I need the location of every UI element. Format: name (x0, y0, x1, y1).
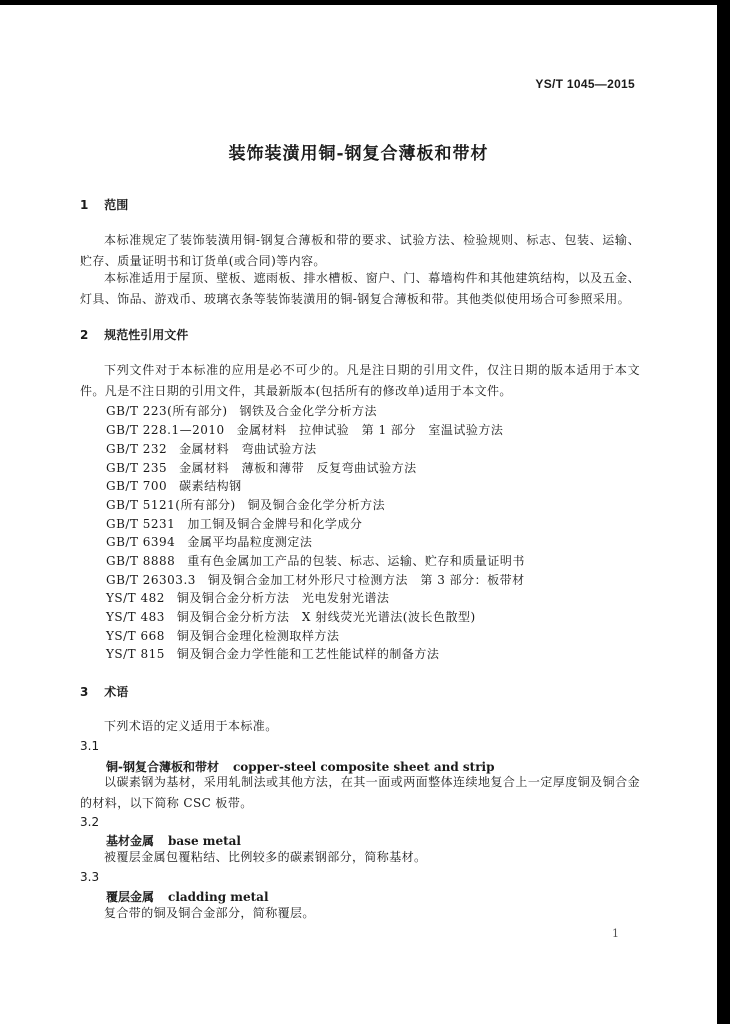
reference-item: YS/T 668 铜及铜合金理化检测取样方法 (106, 629, 340, 643)
section-title: 规范性引用文件 (104, 328, 189, 342)
reference-item: GB/T 5121(所有部分) 铜及铜合金化学分析方法 (106, 498, 386, 512)
section-2-intro: 下列文件对于本标准的应用是必不可少的。凡是注日期的引用文件，仅注日期的版本适用于本文件。凡是不注日期的引用文件，其最新版本(包括所有的修改单)适用于本文件。 (80, 363, 640, 398)
term-name: 覆层金属 cladding metal (106, 890, 269, 904)
term-definition: 被覆层金属包覆粘结、比例较多的碳素钢部分，简称基材。 (104, 850, 427, 864)
section-title: 术语 (104, 685, 129, 699)
term-name: 基材金属 base metal (106, 834, 241, 848)
page-number: 1 (612, 927, 619, 940)
section-1-paragraph-2: 本标准适用于屋顶、壁板、遮雨板、排水槽板、窗户、门、幕墙构件和其他建筑结构，以及五金、灯具、饰品、游戏币、玻璃衣条等装饰装潢用的铜-钢复合薄板和带。其他类似使用场合可参照采用。 (80, 271, 640, 306)
reference-item: GB/T 700 碳素结构钢 (106, 479, 242, 493)
reference-item: GB/T 223(所有部分) 钢铁及合金化学分析方法 (106, 404, 378, 418)
section-number: 1 (80, 198, 89, 212)
reference-item: GB/T 228.1—2010 金属材料 拉伸试验 第 1 部分 室温试验方法 (106, 423, 504, 437)
reference-item: GB/T 8888 重有色金属加工产品的包装、标志、运输、贮存和质量证明书 (106, 554, 525, 568)
reference-item: GB/T 232 金属材料 弯曲试验方法 (106, 442, 317, 456)
section-1-heading (80, 196, 128, 213)
reference-item: GB/T 235 金属材料 薄板和薄带 反复弯曲试验方法 (106, 461, 417, 475)
document-title: 装饰装潢用铜-钢复合薄板和带材 (228, 144, 489, 164)
reference-item: YS/T 483 铜及铜合金分析方法 X 射线荧光光谱法(波长色散型) (106, 610, 476, 624)
section-3-intro: 下列术语的定义适用于本标准。 (104, 719, 278, 733)
term-definition: 以碳素钢为基材，采用轧制法或其他方法，在其一面或两面整体连续地复合上一定厚度铜及铜合金的材料，以下简称 CSC 板带。 (80, 775, 640, 810)
term-number: 3.3 (80, 870, 100, 884)
term-number: 3.2 (80, 815, 100, 829)
term-number: 3.1 (80, 739, 100, 753)
section-title: 范围 (104, 198, 129, 212)
reference-item: GB/T 6394 金属平均晶粒度测定法 (106, 535, 313, 549)
reference-item: YS/T 815 铜及铜合金力学性能和工艺性能试样的制备方法 (106, 647, 440, 661)
reference-item: YS/T 482 铜及铜合金分析方法 光电发射光谱法 (106, 591, 390, 605)
term-name: 铜-钢复合薄板和带材 copper-steel composite sheet and strip (106, 760, 495, 774)
section-2-heading (80, 326, 188, 343)
reference-item: GB/T 26303.3 铜及铜合金加工材外形尺寸检测方法 第 3 部分：板带材 (106, 573, 525, 587)
term-definition: 复合带的铜及铜合金部分，简称覆层。 (104, 906, 315, 920)
standard-code: YS/T 1045—2015 (535, 77, 635, 91)
scan-border-right (717, 0, 730, 1024)
section-3-heading (80, 683, 128, 700)
section-number: 3 (80, 685, 89, 699)
section-1-paragraph-1: 本标准规定了装饰装潢用铜-钢复合薄板和带的要求、试验方法、检验规则、标志、包装、运输、贮存、质量证明书和订货单(或合同)等内容。 (80, 233, 640, 268)
reference-item: GB/T 5231 加工铜及铜合金牌号和化学成分 (106, 517, 363, 531)
section-number: 2 (80, 328, 89, 342)
